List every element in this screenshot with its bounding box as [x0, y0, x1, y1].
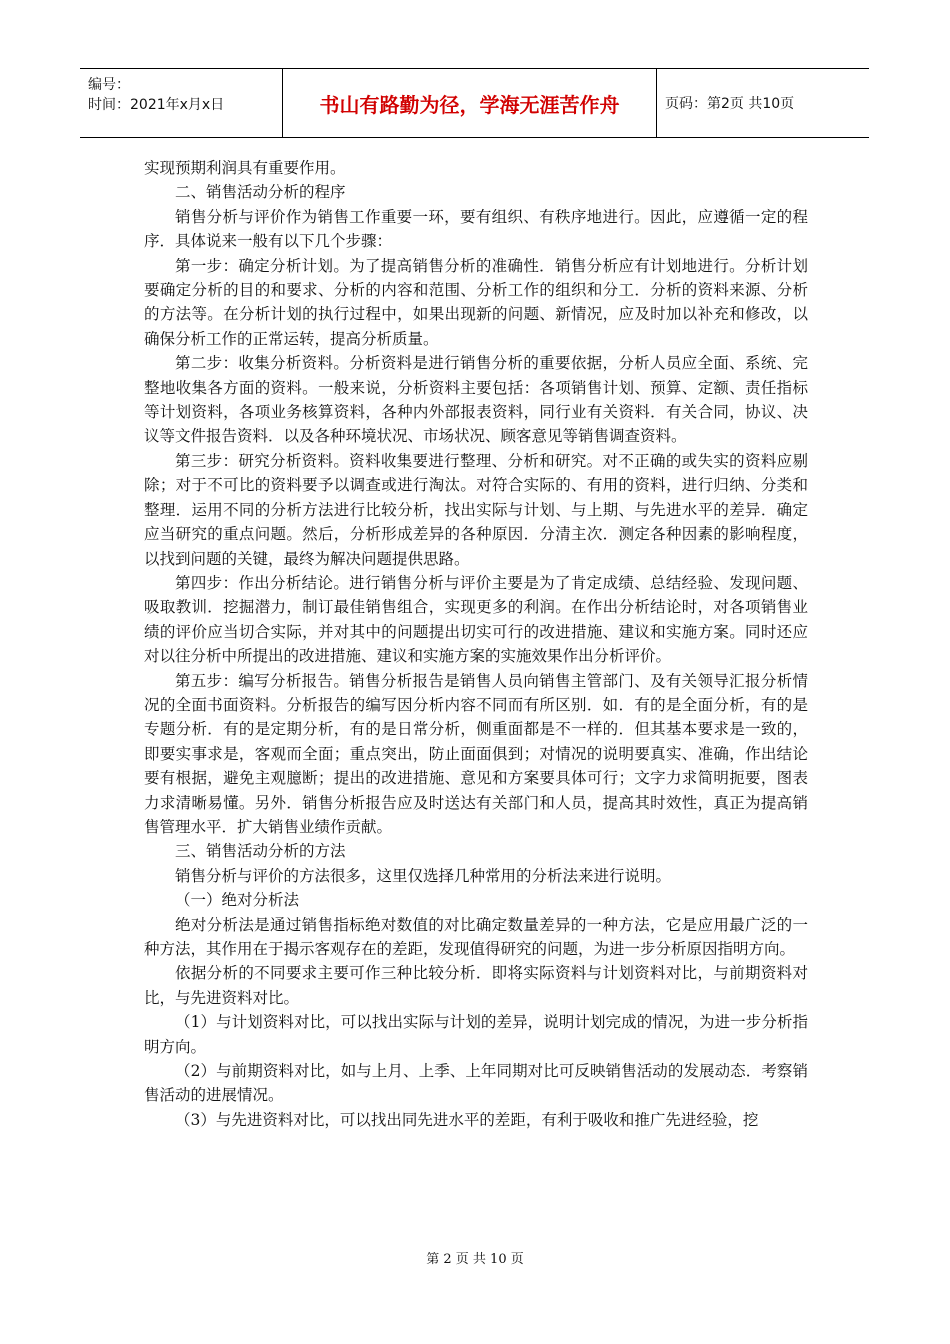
paragraph: 第三步：研究分析资料。资料收集要进行整理、分析和研究。对不正确的或失实的资料应剔除；对于不可比的资料要予以调查或进行淘汰。对符合实际的、有用的资料，进行归纳、分类和整理．运用不同的分析方法进行比较分析，找出实际与计划、与上期、与先进水平的差异．确定应当研究的重点问题。然后，分析形成差异的各种原因．分清主次．测定各种因素的影响程度，以找到问题的关键，最终为解决问题提供思路。	[144, 451, 808, 568]
list-item: （2）与前期资料对比，如与上月、上季、上年同期对比可反映销售活动的发展动态．考察销售活动的进展情况。	[144, 1062, 808, 1105]
number-label: 编号：	[88, 77, 130, 93]
list-item: （3）与先进资料对比，可以找出同先进水平的差距，有利于吸收和推广先进经验，挖	[175, 1110, 759, 1129]
header-meta	[80, 69, 283, 137]
document-body	[144, 156, 808, 1132]
paragraph: 实现预期利润具有重要作用。	[144, 159, 346, 177]
paragraph: 第四步：作出分析结论。进行销售分析与评价主要是为了肯定成绩、总结经验、发现问题、吸取教训．挖掘潜力，制订最佳销售组合，实现更多的利润。在作出分析结论时，对各项销售业绩的评价应当切合实际，并对其中的问题提出切实可行的改进措施、建议和实施方案。同时还应对以往分析中所提出的改进措施、建议和实施方案的实施效果作出分析评价。	[144, 573, 808, 666]
paragraph: 销售分析与评价的方法很多，这里仅选择几种常用的分析法来进行说明。	[175, 866, 672, 885]
paragraph: 第一步：确定分析计划。为了提高销售分析的准确性．销售分析应有计划地进行。分析计划要确定分析的目的和要求、分析的内容和范围、分析工作的组织和分工．分析的资料来源、分析的方法等。在分析计划的执行过程中，如果出现新的问题、新情况，应及时加以补充和修改，以确保分析工作的正常运转，提高分析质量。	[144, 256, 808, 348]
section-heading: 三、销售活动分析的方法	[175, 842, 346, 861]
paragraph: 销售分析与评价作为销售工作重要一环，要有组织、有秩序地进行。因此，应遵循一定的程序．具体说来一般有以下几个步骤：	[144, 207, 808, 251]
page-header	[80, 68, 869, 138]
page-footer: 第 2 页 共 10 页	[426, 1252, 524, 1267]
time-label: 时间：2021年x月x日	[88, 97, 225, 113]
list-item: （1）与计划资料对比，可以找出实际与计划的差异，说明计划完成的情况，为进一步分析指明方向。	[144, 1013, 808, 1056]
header-motto: 书山有路勤为径，学海无涯苦作舟	[283, 69, 657, 137]
section-heading: 二、销售活动分析的程序	[175, 183, 346, 202]
header-page-info: 页码：第2页 共10页	[665, 96, 795, 112]
paragraph: 第二步：收集分析资料。分析资料是进行销售分析的重要依据，分析人员应全面、系统、完整地收集各方面的资料。一般来说，分析资料主要包括：各项销售计划、预算、定额、责任指标等计划资料，各项业务核算资料，各种内外部报表资料，同行业有关资料．有关合同，协议、决议等文件报告资料．以及各种环境状况、市场状况、顾客意见等销售调查资料。	[144, 354, 808, 446]
paragraph: 依据分析的不同要求主要可作三种比较分析．即将实际资料与计划资料对比，与前期资料对比，与先进资料对比。	[144, 964, 808, 1007]
paragraph: 第五步：编写分析报告。销售分析报告是销售人员向销售主管部门、及有关领导汇报分析情况的全面书面资料。分析报告的编写因分析内容不同而有所区别．如．有的是全面分析，有的是专题分析．有的是定期分析，有的是日常分析，侧重面都是不一样的．但其基本要求是一致的，即要实事求是，客观而全面；重点突出，防止面面俱到；对情况的说明要真实、准确，作出结论要有根据，避免主观臆断；提出的改进措施、意见和方案要具体可行；文字力求简明扼要，图表力求清晰易懂。另外．销售分析报告应及时送达有关部门和人员，提高其时效性，真正为提高销售管理水平．扩大销售业绩作贡献。	[144, 671, 808, 836]
subsection-heading: （一）绝对分析法	[175, 891, 300, 910]
paragraph: 绝对分析法是通过销售指标绝对数值的对比确定数量差异的一种方法，它是应用最广泛的一种方法，其作用在于揭示客观存在的差距，发现值得研究的问题，为进一步分析原因指明方向。	[144, 915, 808, 958]
